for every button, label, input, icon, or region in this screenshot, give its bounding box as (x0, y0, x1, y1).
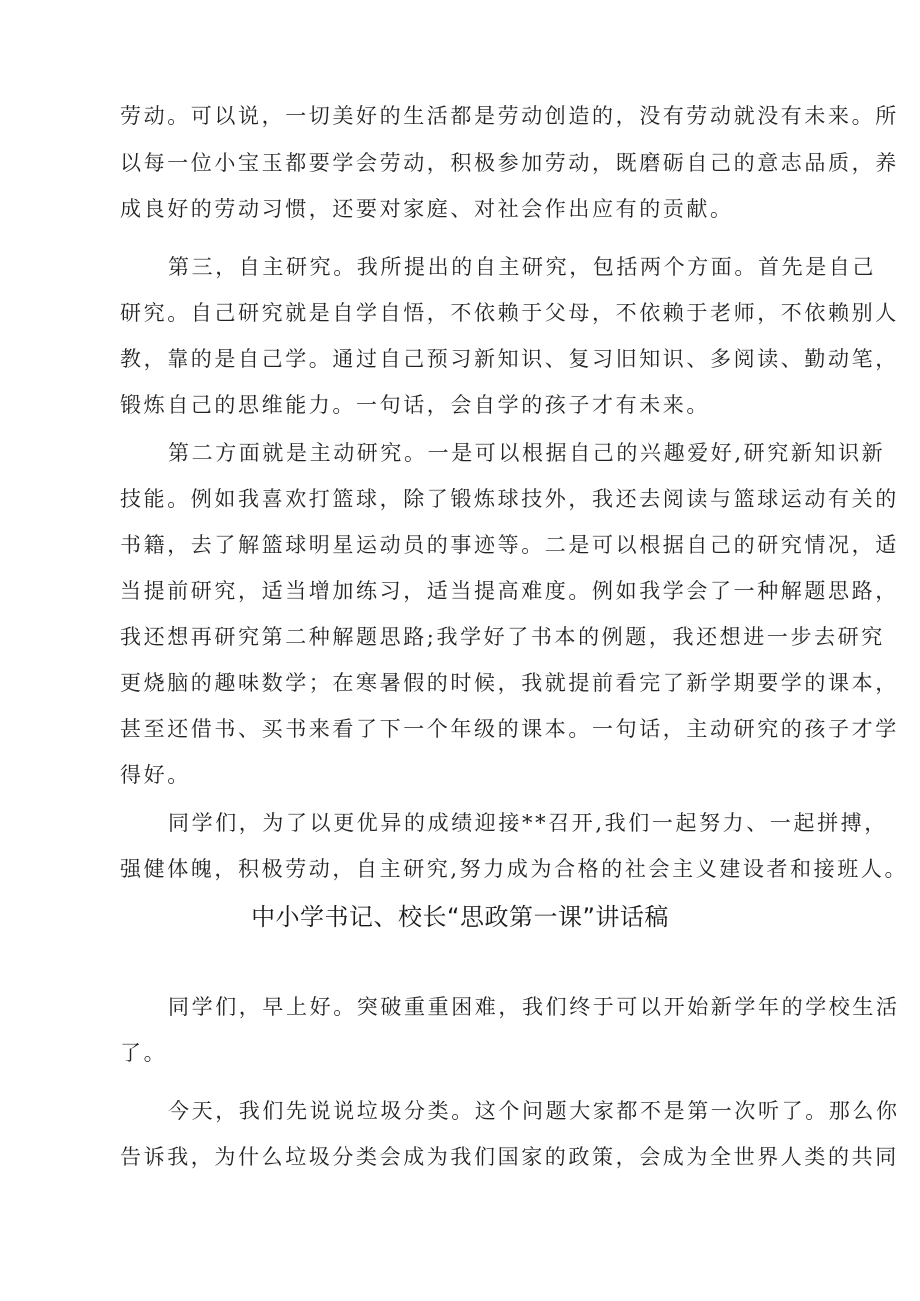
paragraph-line: 第二方面就是主动研究。一是可以根据自己的兴趣爱好,研究新知识新 (168, 441, 886, 465)
paragraph-line: 同学们，早上好。突破重重困难，我们终于可以开始新学年的学校生活 (168, 995, 900, 1019)
paragraph-line: 告诉我，为什么垃圾分类会成为我们国家的政策，会成为全世界人类的共同 (120, 1145, 899, 1169)
paragraph-line: 研究。自己研究就是自学自悟，不依赖于父母，不依赖于老师，不依赖别人 (120, 301, 899, 325)
section-title: 中小学书记、校长“思政第一课”讲话稿 (251, 903, 669, 931)
paragraph-line: 同学们，为了以更优异的成绩迎接**召开,我们一起努力、一起拼搏， (168, 811, 888, 835)
paragraph-line: 技能。例如我喜欢打篮球，除了锻炼球技外，我还去阅读与篮球运动有关的 (120, 487, 899, 511)
paragraph-line: 当提前研究，适当增加练习，适当提高难度。例如我学会了一种解题思路， (120, 579, 899, 603)
paragraph-line: 得好。 (120, 763, 191, 787)
paragraph-line: 更烧脑的趣味数学；在寒暑假的时候，我就提前看完了新学期要学的课本， (120, 671, 899, 695)
paragraph-line: 以每一位小宝玉都要学会劳动，积极参加劳动，既磨砺自己的意志品质，养 (120, 151, 899, 175)
paragraph-line: 第三，自主研究。我所提出的自主研究，包括两个方面。首先是自己 (168, 255, 876, 279)
paragraph-line: 强健体魄，积极劳动，自主研究,努力成为合格的社会主义建设者和接班人。 (120, 857, 909, 881)
paragraph-line: 成良好的劳动习惯，还要对家庭、对社会作出应有的贡献。 (120, 197, 734, 221)
paragraph-line: 劳动。可以说，一切美好的生活都是劳动创造的，没有劳动就没有未来。所 (120, 104, 899, 128)
paragraph-line: 我还想再研究第二种解题思路;我学好了书本的例题，我还想进一步去研究 (120, 625, 885, 649)
paragraph-line: 书籍，去了解篮球明星运动员的事迹等。二是可以根据自己的研究情况，适 (120, 533, 899, 557)
paragraph-line: 甚至还借书、买书来看了下一个年级的课本。一句话，主动研究的孩子才学 (120, 717, 899, 741)
paragraph-line: 锻炼自己的思维能力。一句话，会自学的孩子才有未来。 (120, 393, 710, 417)
paragraph-line: 教，靠的是自己学。通过自己预习新知识、复习旧知识、多阅读、勤动笔， (120, 347, 899, 371)
paragraph-line: 了。 (120, 1041, 168, 1065)
paragraph-line: 今天，我们先说说垃圾分类。这个问题大家都不是第一次听了。那么你 (168, 1099, 900, 1123)
